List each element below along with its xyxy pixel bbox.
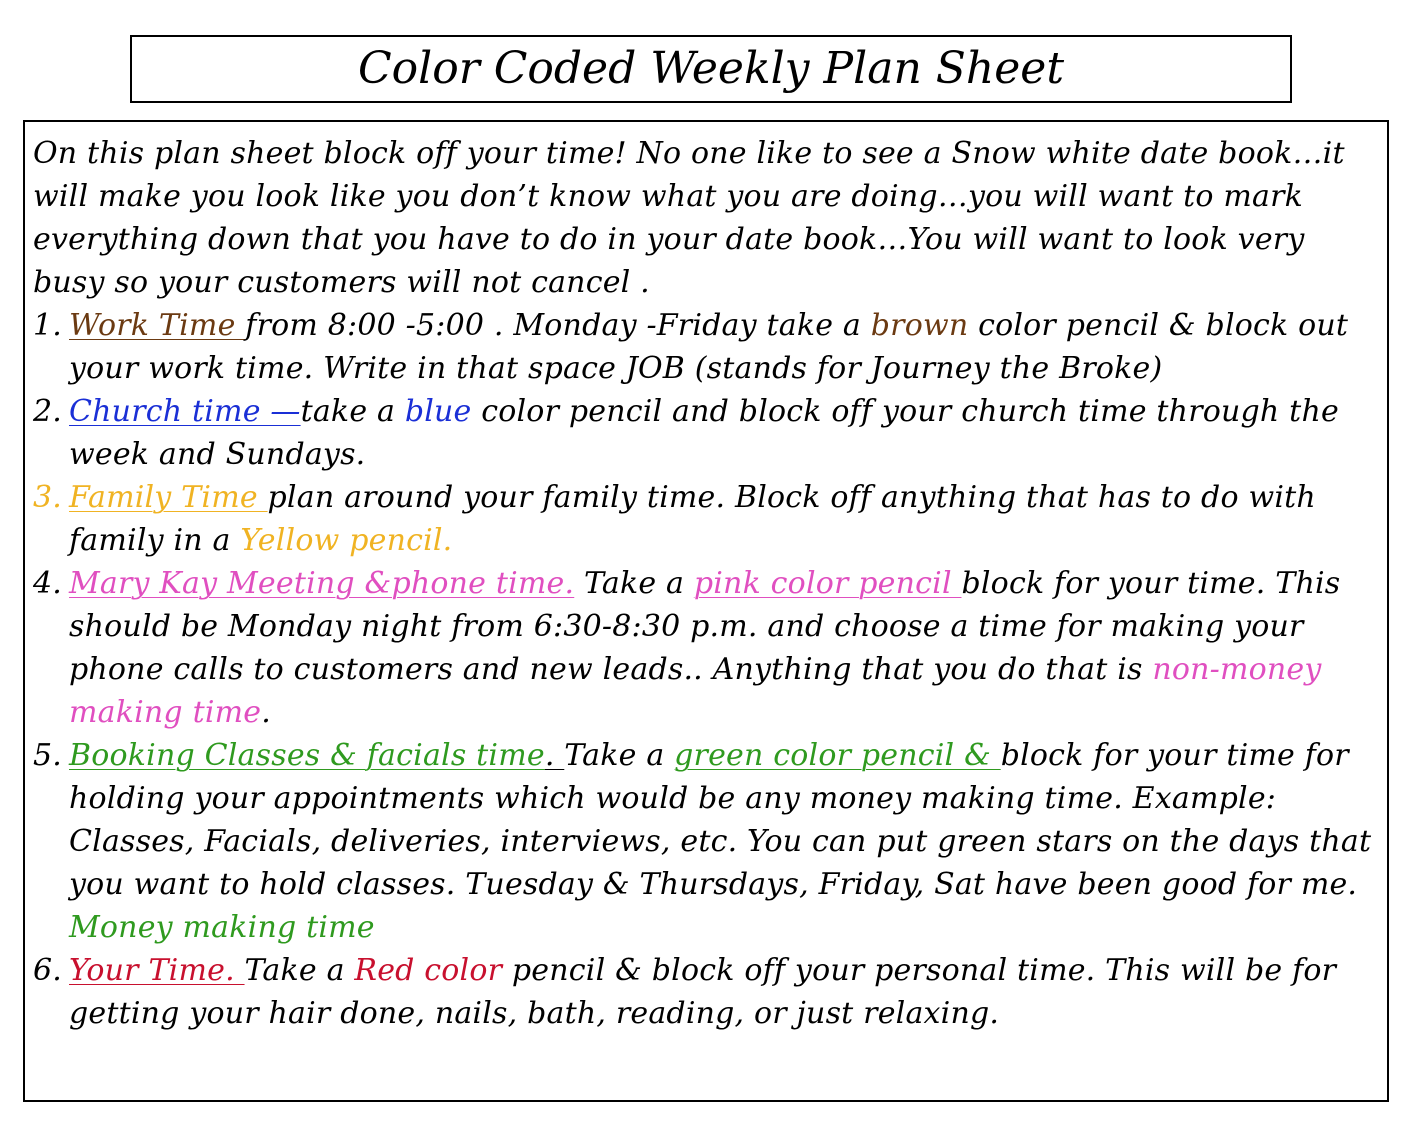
list-item-work [33,304,1381,390]
item-heading-family: Family Time [69,480,268,515]
list-item-church [33,390,1381,476]
item-text: take a [300,394,405,429]
item-text: color pencil and block off your church time through the week and Sundays. [69,394,1339,472]
item-text: Take a [244,953,355,988]
item-text: Take a [564,738,675,773]
item-number: 4. [33,566,63,601]
item-text: from 8:00 -5:00 . Monday -Friday take a [245,308,871,343]
item-text: plan around your family time. Block off anything that has to do with family in a [69,480,1316,558]
list-item-your-time [33,949,1381,1035]
title-box [130,35,1292,103]
item-heading-your-time: Your Time. [69,953,245,988]
item-number: 1. [33,308,63,343]
item-heading-meeting: Mary Kay Meeting &phone time. [69,566,575,601]
item-heading-work: Work Time [69,308,246,343]
color-word-brown: brown [870,308,969,343]
money-making-phrase: Money making time [69,910,375,945]
item-text: . [544,738,565,773]
instructions-box [23,120,1389,1102]
color-word-yellow: Yellow pencil. [240,523,453,558]
item-text: block for your time. This should be Monday night from 6:30-8:30 p.m. and choose a time for making your phone calls to customers and new leads.. Anything that you do that is [69,566,1341,687]
non-money-phrase: non-money making time [69,652,1322,730]
item-text: . [261,695,271,730]
color-code-list [33,304,1381,1035]
item-heading-church: Church time — [69,394,301,429]
color-word-green: green color pencil & [674,738,1001,773]
list-item-family [33,476,1381,562]
color-word-pink: pink color pencil [693,566,962,601]
item-text: color pencil & block out your work time. Write in that space JOB (stands for Journey the Broke) [69,308,1349,386]
item-text: pencil & block off your personal time. This will be for getting your hair done, nails, bath, reading, or just relaxing. [69,953,1337,1031]
list-item-booking [33,734,1381,949]
item-number: 5. [33,738,63,773]
color-word-red: Red color [354,953,503,988]
page-title: Color Coded Weekly Plan Sheet [357,43,1065,94]
color-word-blue: blue [404,394,472,429]
item-text: Take a [574,566,694,601]
item-heading-booking: Booking Classes & facials time [69,738,545,773]
item-text: block for your time for holding your appointments which would be any money making time. Example: Classes, Facials, deliveries, interviews, etc. You can put green stars on the days that you want to hold classes. Tuesday & Thursdays, Friday, Sat have been good for me. [69,738,1372,902]
item-number: 3. [33,480,63,515]
list-item-mary-kay [33,562,1381,734]
item-number: 6. [33,953,63,988]
item-number: 2. [33,394,63,429]
intro-paragraph: On this plan sheet block off your time! No one like to see a Snow white date book…it will make you look like you don’t know what you are doing…you will want to mark everything down that you have to do in your date book…You will want to look very busy so your customers will not cancel . [33,136,1345,300]
